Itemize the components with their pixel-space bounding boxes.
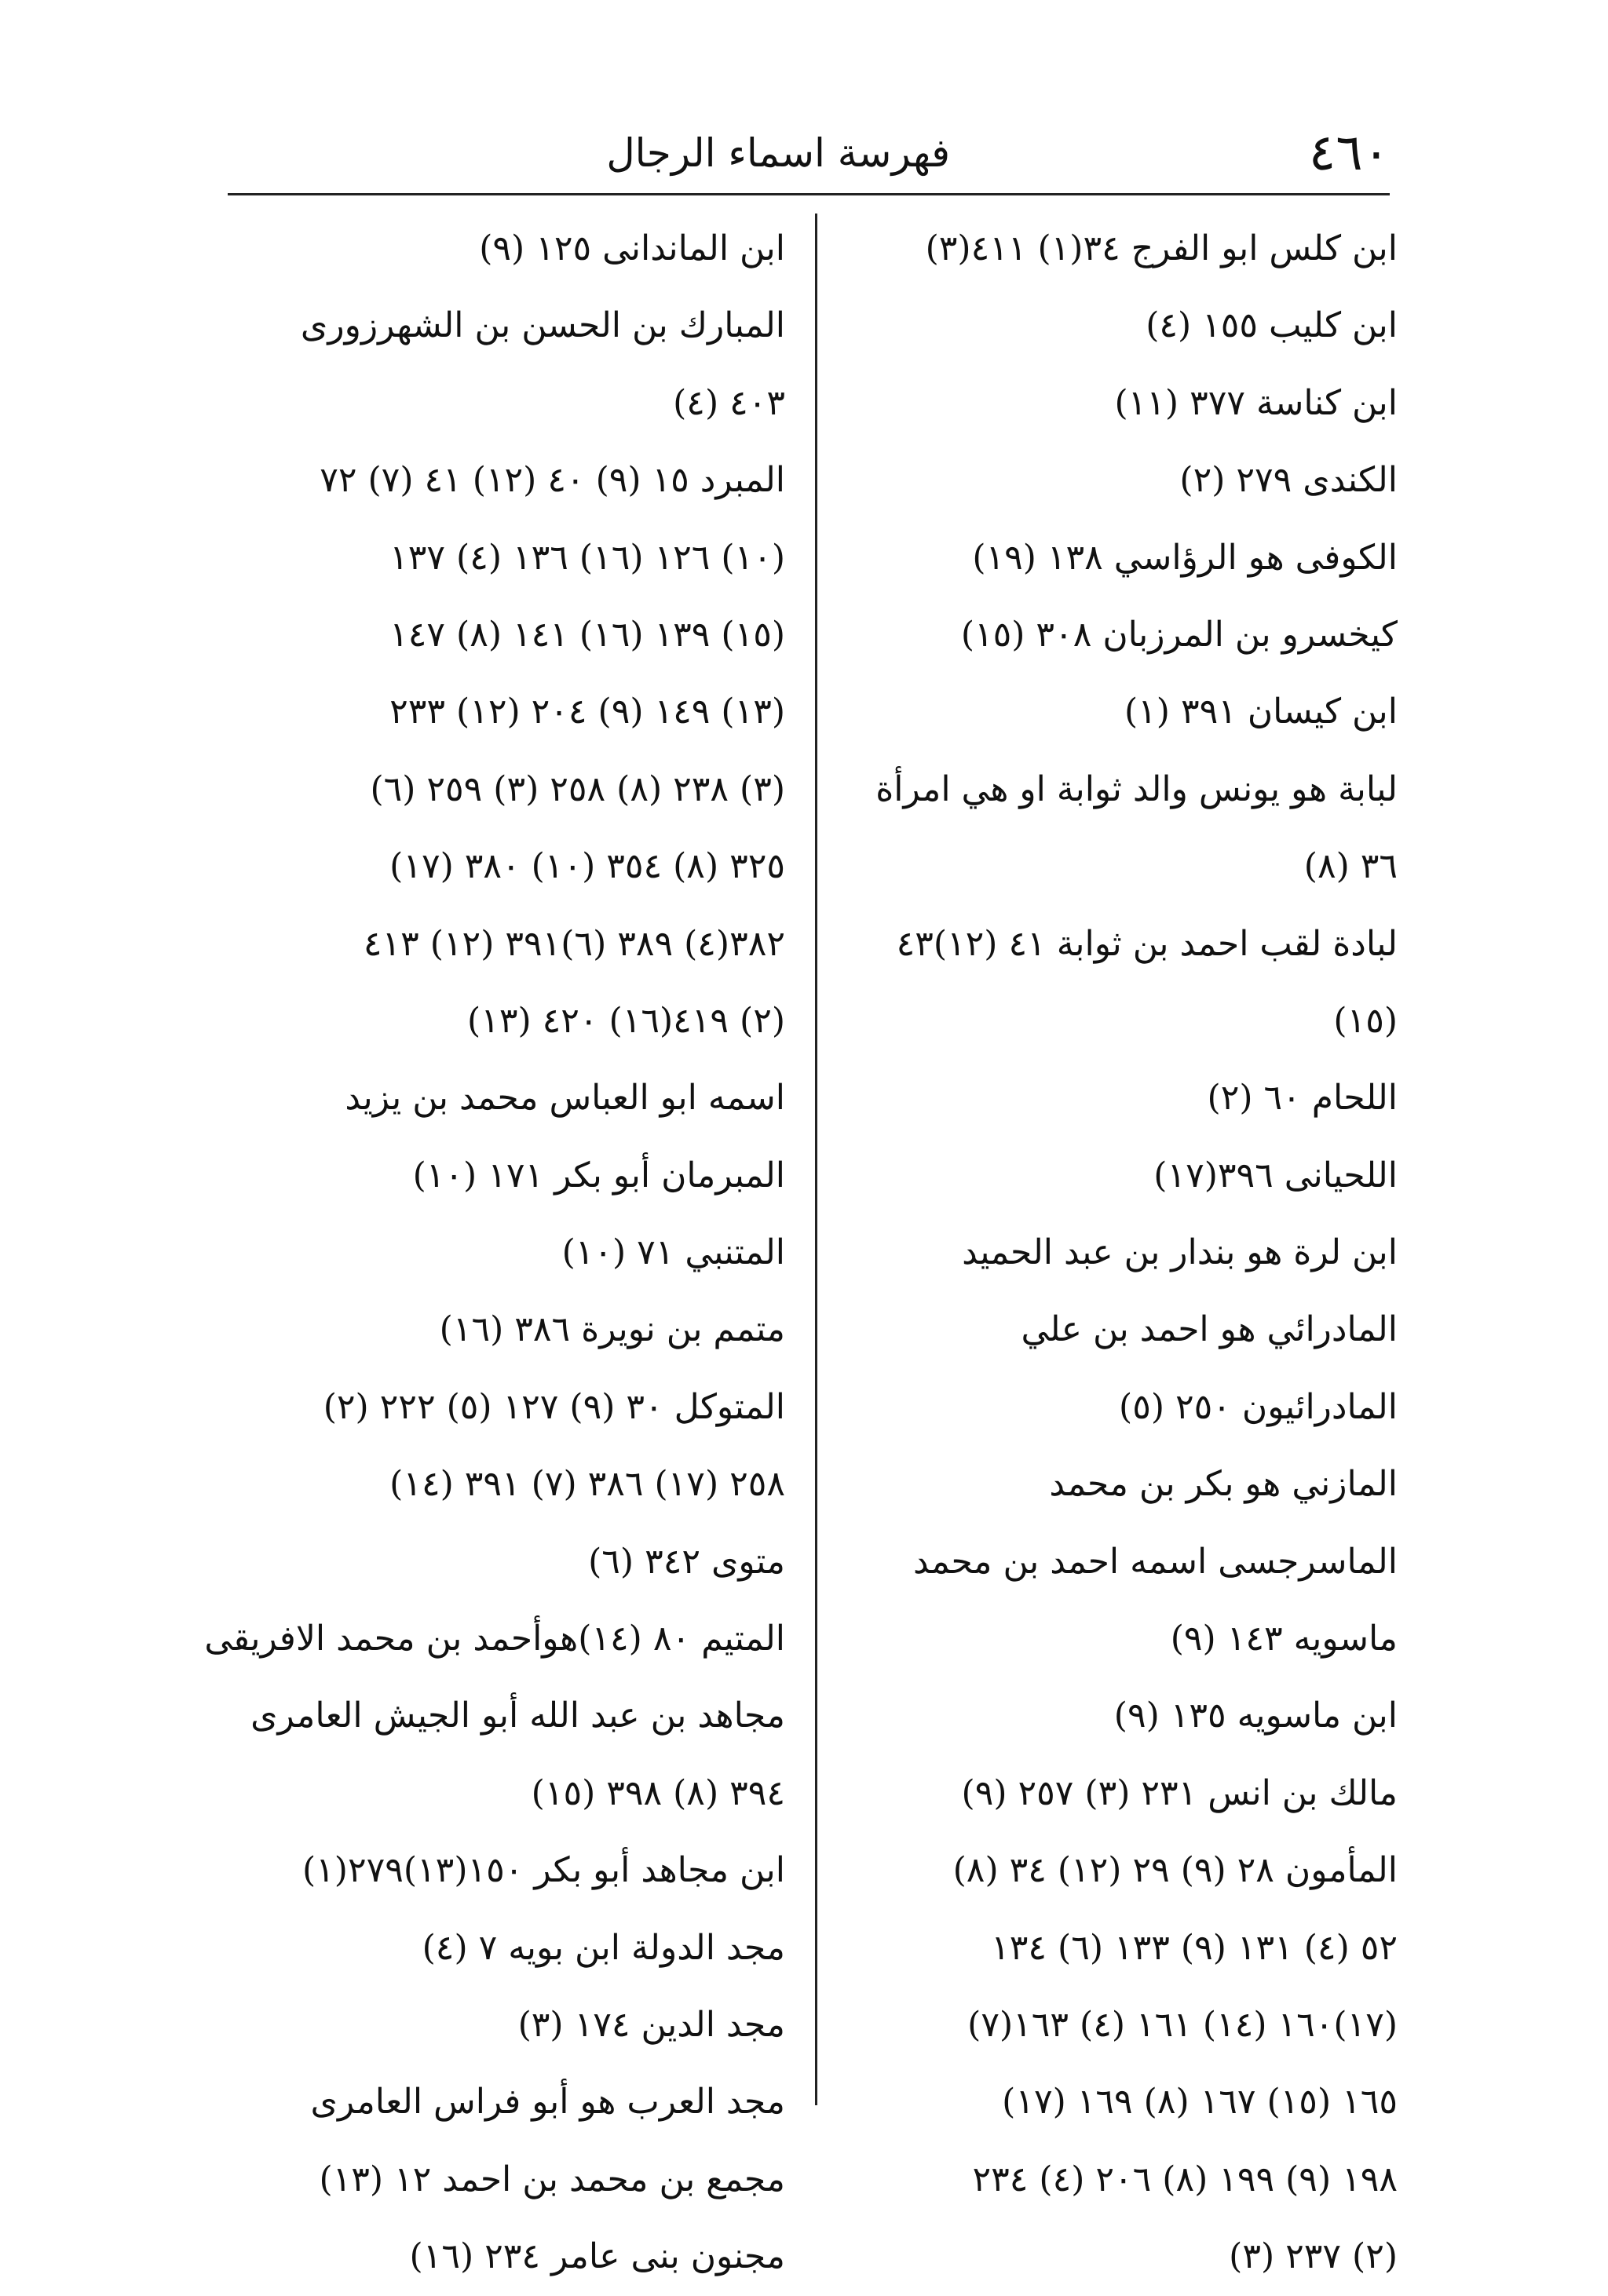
index-entry-line: ٤٠٣ (٤) <box>673 382 785 423</box>
index-entry-line: مجنون بنى عامر ٢٣٤ (١٦) <box>409 2236 785 2277</box>
index-column-left <box>204 210 785 2296</box>
index-entry-line: ٢٥٨ (١٧) ٣٨٦ (٧) ٣٩١ (١٤) <box>389 1464 785 1505</box>
index-entry-line: اللحام ٦٠ (٢) <box>1207 1078 1398 1119</box>
index-entry-line: ١٦٥ (١٥) ١٦٧ (٨) ١٦٩ (١٧) <box>1002 2082 1398 2123</box>
running-title: فهرسة اسماء الرجال <box>606 130 950 176</box>
index-entry-line: (١٣) ١٤٩ (٩) ٢٠٤ (١٢) ٢٣٣ <box>389 692 785 732</box>
index-entry-line: ابن مجاهد أبو بكر ١٥٠(١٣)٢٧٩(١) <box>302 1850 785 1891</box>
index-entry-line: متوى ٣٤٢ (٦) <box>588 1541 785 1582</box>
index-entry-line: ١٩٨ (٩) ١٩٩ (٨) ٢٠٦ (٤) ٢٣٤ <box>972 2159 1398 2199</box>
index-entry-line: مجد الدين ١٧٤ (٣) <box>517 2004 785 2045</box>
index-entry-line: الكوفى هو الرؤاسي ١٣٨ (١٩) <box>972 537 1398 578</box>
index-entry-line: (٣) ٢٣٨ (٨) ٢٥٨ (٣) ٢٥٩ (٦) <box>370 768 785 809</box>
index-entry-line: الماسرجسى اسمه احمد بن محمد <box>912 1541 1398 1582</box>
index-entry-line: المأمون ٢٨ (٩) ٢٩ (١٢) ٣٤ (٨) <box>952 1850 1398 1891</box>
header-rule <box>228 193 1390 195</box>
index-entry-line: المتوكل ٣٠ (٩) ١٢٧ (٥) ٢٢٢ (٢) <box>323 1386 785 1427</box>
index-entry-line: اسمه ابو العباس محمد بن يزيد <box>345 1078 785 1119</box>
index-entry-line: ابن كيسان ٣٩١ (١) <box>1124 692 1398 732</box>
index-entry-line: متمم بن نويرة ٣٨٦ (١٦) <box>439 1309 785 1350</box>
index-entry-line: المبرمان أبو بكر ١٧١ (١٠) <box>412 1155 785 1195</box>
index-entry-line: (١٧)١٦٠ (١٤) ١٦١ (٤) ١٦٣(٧) <box>967 2004 1398 2045</box>
index-entry-line: لبابة هو يونس والد ثوابة او هي امرأة <box>875 768 1398 809</box>
index-entry-line: المادرائيون ٢٥٠ (٥) <box>1119 1386 1398 1427</box>
index-entry-line: كيخسرو بن المرزبان ٣٠٨ (١٥) <box>960 614 1398 655</box>
index-entry-line: ابن لرة هو بندار بن عبد الحميد <box>962 1232 1398 1273</box>
index-entry-line: المبرد ١٥ (٩) ٤٠ (١٢) ٤١ (٧) ٧٢ <box>320 460 785 501</box>
index-entry-line: (١٥) ١٣٩ (١٦) ١٤١ (٨) ١٤٧ <box>389 614 785 655</box>
index-entry-line: ٣٩٤ (٨) ٣٩٨ (١٥) <box>531 1772 785 1813</box>
index-entry-line: (٢) ٤١٩(١٦) ٤٢٠ (١٣) <box>467 1000 785 1041</box>
index-entry-line: (١٥) <box>1333 1000 1398 1041</box>
index-entry-line: مالك بن انس ٢٣١ (٣) ٢٥٧ (٩) <box>961 1772 1398 1813</box>
index-entry-line: المتنبي ٧١ (١٠) <box>561 1232 785 1273</box>
index-entry-line: ٣٢٥ (٨) ٣٥٤ (١٠) ٣٨٠ (١٧) <box>389 846 785 887</box>
index-entry-line: اللحيانى ٣٩٦(١٧) <box>1153 1155 1398 1195</box>
index-entry-line: ٥٢ (٤) ١٣١ (٩) ١٣٣ (٦) ١٣٤ <box>991 1927 1398 1968</box>
index-entry-line: مجمع بن محمد بن احمد ١٢ (١٣) <box>319 2159 785 2199</box>
index-entry-line: ماسويه ١٤٣ (٩) <box>1170 1619 1398 1659</box>
index-entry-line: ابن كناسة ٣٧٧ (١١) <box>1114 382 1398 423</box>
index-entry-line: المتيم ٨٠ (١٤)هوأحمد بن محمد الافريقى <box>204 1619 785 1659</box>
page-header <box>228 118 1390 188</box>
index-entry-line: لبادة لقب احمد بن ثوابة ٤١ (١٢)٤٣ <box>896 923 1398 964</box>
index-entry-line: المبارك بن الحسن بن الشهرزورى <box>300 305 785 346</box>
index-entry-line: الكندى ٢٧٩ (٢) <box>1179 460 1398 501</box>
index-entry-line: (٢) ٢٣٧ (٣) <box>1229 2236 1398 2277</box>
index-entry-line: ٣٨٢(٤) ٣٨٩ (٦)٣٩١ (١٢) ٤١٣ <box>363 923 785 964</box>
index-entry-line: ابن الماندانى ١٢٥ (٩) <box>479 228 785 268</box>
index-column-right <box>817 210 1398 2296</box>
index-entry-line: مجد العرب هو أبو فراس العامرى <box>310 2082 785 2123</box>
index-entry-line: ابن كلس ابو الفرج ٣٤(١) ٤١١(٣) <box>925 228 1398 268</box>
index-entry-line: (١٠) ١٢٦ (١٦) ١٣٦ (٤) ١٣٧ <box>389 537 785 578</box>
index-entry-line: المادرائي هو احمد بن علي <box>1021 1309 1398 1350</box>
page-number: ٤٦٠ <box>1308 124 1390 182</box>
index-entry-line: المازني هو بكر بن محمد <box>1049 1464 1398 1505</box>
index-entry-line: مجد الدولة ابن بويه ٧ (٤) <box>422 1927 785 1968</box>
index-entry-line: مجاهد بن عبد الله أبو الجيش العامرى <box>250 1696 785 1736</box>
index-entry-line: ابن ماسويه ١٣٥ (٩) <box>1113 1696 1398 1736</box>
index-entry-line: ابن كليب ١٥٥ (٤) <box>1146 305 1398 346</box>
index-entry-line: ٣٦ (٨) <box>1303 846 1398 887</box>
